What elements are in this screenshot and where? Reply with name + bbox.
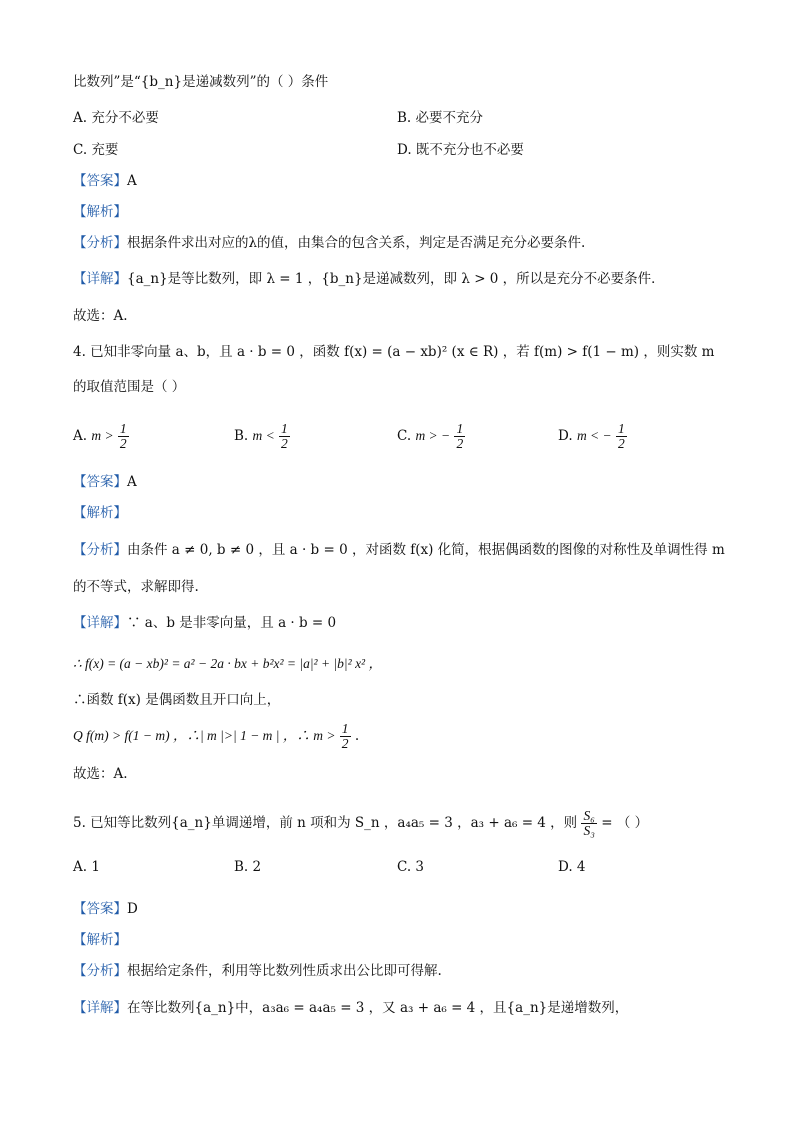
fraction-numerator: 1 (341, 721, 349, 736)
q4-analysis-label: 【解析】 (73, 505, 127, 521)
q3-analysis-label: 【解析】 (73, 204, 127, 220)
q4-fenxi-label: 【分析】 (73, 542, 127, 558)
q5-stem-fraction (581, 809, 596, 838)
q4-option-d (558, 422, 627, 451)
q5-stem-tail: = （ ） (601, 815, 649, 831)
q3-choose: 故选：A. (73, 308, 128, 324)
q3-xiangjie-label: 【详解】 (73, 271, 127, 287)
q4-xiangjie-line1 (73, 613, 336, 633)
q4-fenxi-line1 (73, 540, 725, 560)
q4-choose: 故选：A. (73, 766, 128, 782)
fraction-denominator: 2 (119, 436, 127, 451)
fraction-numerator: 1 (281, 421, 288, 436)
q5-xiangjie (73, 998, 628, 1018)
q4-stem-line2: 的取值范围是（ ） (73, 379, 186, 395)
q4-xiangjie-line2: ∴ f(x) = (a − xb)² = a² − 2a · bx + b²x² = |a|² + |b|² x² ， (73, 656, 382, 671)
q3-fenxi-text: 根据条件求出对应的λ的值，由集合的包含关系，判定是否满足充分必要条件. (127, 235, 586, 251)
q5-option-a: A. 1 (73, 859, 100, 875)
fraction-denominator: 2 (281, 436, 288, 451)
q5-analysis-label: 【解析】 (73, 932, 127, 948)
q4-stem-line1: 4. 已知非零向量 a、b，且 a · b = 0 ，函数 f(x) = (a − xb)² (x ∈ R) ，若 f(m) > f(1 − m) ，则实数 m (73, 344, 715, 360)
q3-xiangjie (73, 269, 665, 289)
q4-option-a-label: A. (73, 428, 88, 444)
q3-option-b: B. 必要不充分 (397, 110, 484, 126)
q4-xiangjie-text4: Q f(m) > f(1 − m) ，∴| m |>| 1 − m | ，∴ m > (73, 728, 336, 743)
q4-option-c (397, 422, 465, 451)
q3-stem-tail: 比数列”是“{b_n}是递减数列”的（ ）条件 (73, 74, 329, 90)
q4-xiangjie-label: 【详解】 (73, 615, 127, 631)
q3-fenxi-label: 【分析】 (73, 235, 127, 251)
q3-answer (73, 171, 137, 191)
q3-answer-label: 【答案】 (73, 173, 127, 189)
q4-option-d-fraction (616, 422, 627, 451)
q4-option-b-fraction (279, 422, 290, 451)
fraction-denominator: S₃ (583, 823, 595, 838)
q4-option-a-fraction (118, 422, 129, 451)
q5-fenxi-text: 根据给定条件，利用等比数列性质求出公比即可得解. (127, 963, 442, 979)
q4-option-b-expr: m < (252, 428, 275, 443)
q4-answer-label: 【答案】 (73, 474, 127, 490)
q4-option-b (234, 422, 290, 451)
q5-fenxi-label: 【分析】 (73, 963, 127, 979)
q5-option-d: D. 4 (558, 859, 586, 875)
q4-fenxi-text1: 由条件 a ≠ 0, b ≠ 0 ，且 a · b = 0 ，对函数 f(x) 化简，根据偶函数的图像的对称性及单调性得 m (127, 542, 725, 558)
q4-fenxi-line2: 的不等式，求解即得. (73, 579, 199, 595)
q4-xiangjie-line3: ∴函数 f(x) 是偶函数且开口向上， (73, 692, 281, 708)
q4-answer-value: A (127, 474, 137, 490)
q5-stem-text: 5. 已知等比数列{a_n}单调递增，前 n 项和为 S_n ，a₄a₅ = 3 ，a₃ + a₆ = 4 ，则 (73, 815, 578, 831)
q4-option-d-expr: m < − (576, 428, 612, 443)
q5-xiangjie-label: 【详解】 (73, 1000, 127, 1016)
q5-option-b: B. 2 (234, 859, 262, 875)
fraction-numerator: S₆ (583, 808, 595, 823)
q4-option-c-fraction (454, 422, 465, 451)
q5-stem (73, 809, 648, 838)
q4-option-d-label: D. (558, 428, 573, 444)
fraction-numerator: 1 (617, 421, 625, 436)
q4-option-b-label: B. (234, 428, 249, 444)
q4-option-a-expr: m > (91, 428, 114, 443)
fraction-denominator: 2 (456, 436, 464, 451)
q5-xiangjie-text: 在等比数列{a_n}中，a₃a₆ = a₄a₅ = 3 ，又 a₃ + a₆ = 4 ，且{a_n}是递增数列， (127, 1000, 629, 1016)
q5-answer-label: 【答案】 (73, 901, 127, 917)
fraction-denominator: 2 (341, 736, 349, 751)
q4-xiangjie-text1: ∵ a、b 是非零向量，且 a · b = 0 (127, 615, 337, 631)
q3-option-a: A. 充分不必要 (73, 110, 159, 126)
q4-xiangjie-fraction (340, 722, 351, 751)
q3-answer-value: A (127, 173, 137, 189)
fraction-denominator: 2 (617, 436, 625, 451)
q4-xiangjie-line4: Q f(m) > f(1 − m) ，∴| m |>| 1 − m | ，∴ m > $\frac{1}{2}$ . (73, 721, 360, 751)
q4-option-c-expr: m > − (415, 428, 451, 443)
q4-answer (73, 472, 137, 492)
q3-option-c: C. 充要 (73, 142, 119, 158)
fraction-numerator: 1 (456, 421, 464, 436)
q5-fenxi (73, 961, 442, 981)
q4-option-a (73, 422, 129, 451)
q5-answer-value: D (127, 901, 138, 917)
q5-answer (73, 899, 138, 919)
fraction-numerator: 1 (119, 421, 127, 436)
q3-fenxi (73, 233, 585, 253)
q4-option-c-label: C. (397, 428, 412, 444)
q3-option-d: D. 既不充分也不必要 (397, 142, 524, 158)
q5-option-c: C. 3 (397, 859, 425, 875)
q3-xiangjie-text: {a_n}是等比数列，即 λ = 1 ，{b_n}是递减数列，即 λ > 0 ，所以是充分不必要条件． (127, 271, 665, 287)
